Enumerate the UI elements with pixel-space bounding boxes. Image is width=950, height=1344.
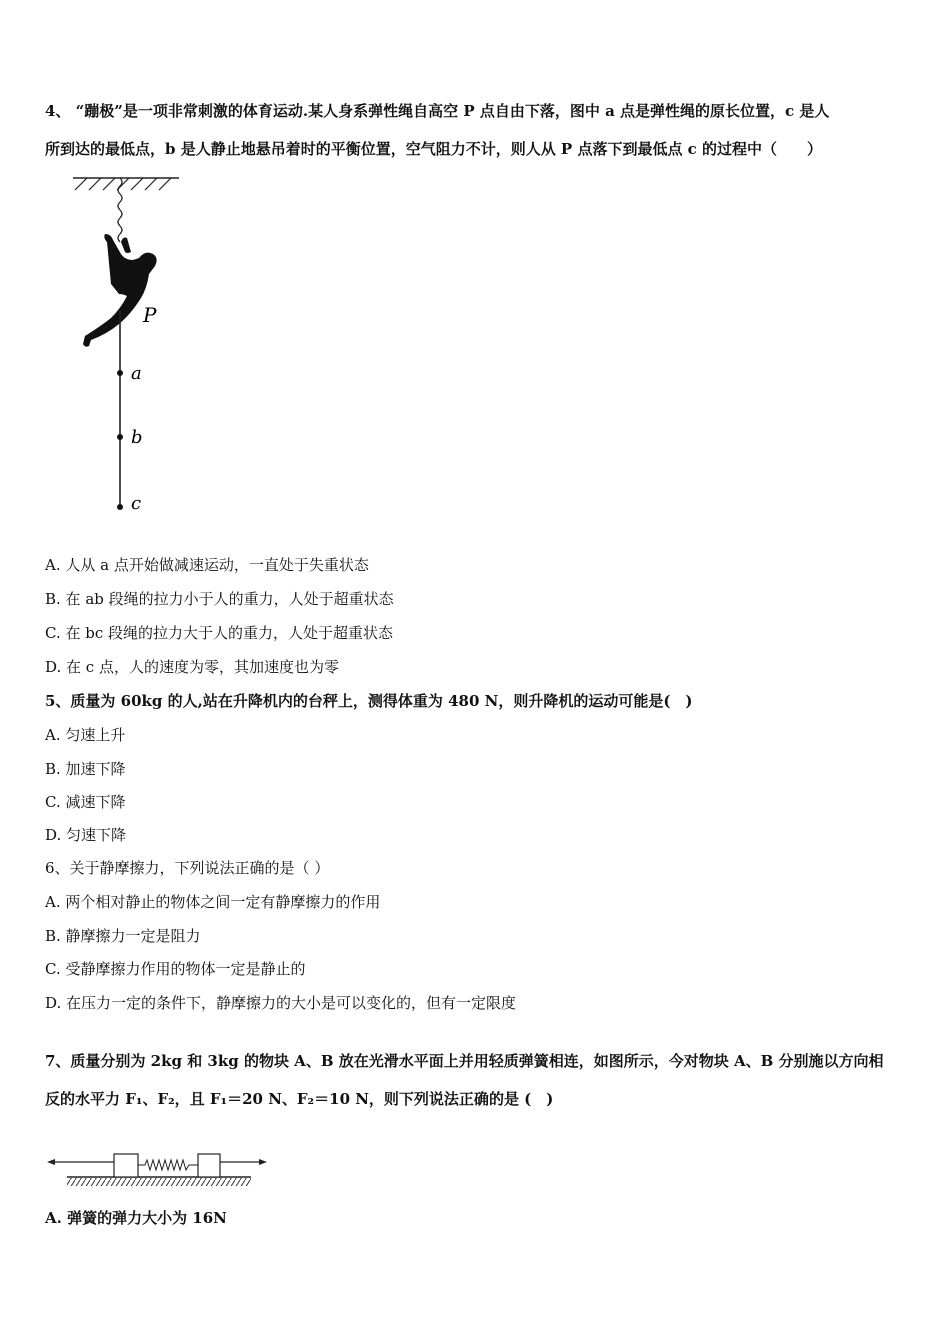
q6-stem: 6、关于静摩擦力，下列说法正确的是（ ） [45, 859, 330, 877]
block-b [198, 1154, 220, 1177]
q5-stem: 5、质量为 60kg 的人,站在升降机内的台秤上，测得体重为 480 N，则升降机的运动可能是( ) [45, 692, 693, 710]
q7-stem-line2: 反的水平力 F₁、F₂，且 F₁＝20 N、F₂＝10 N，则下列说法正确的是 ( ) [45, 1090, 554, 1108]
force-arrow-left [47, 1159, 55, 1165]
q5-option-b: B. 加速下降 [45, 760, 126, 778]
spring [138, 1160, 198, 1170]
block-a [114, 1154, 138, 1177]
q5-option-d: D. 匀速下降 [45, 826, 127, 844]
ceiling-hatch [75, 178, 171, 190]
label-a: a [131, 363, 142, 384]
q4-option-c: C. 在 bc 段绳的拉力大于人的重力，人处于超重状态 [45, 624, 394, 642]
q4-option-a: A. 人从 a 点开始做减速运动，一直处于失重状态 [45, 556, 369, 574]
bungee-figure [55, 170, 205, 520]
q6-option-a: A. 两个相对静止的物体之间一定有静摩擦力的作用 [45, 893, 381, 911]
q4-option-d: D. 在 c 点，人的速度为零，其加速度也为零 [45, 658, 339, 676]
label-b: b [131, 427, 143, 448]
q6-option-c: C. 受静摩擦力作用的物体一定是静止的 [45, 960, 306, 978]
q4-stem-line1: 4、 “蹦极”是一项非常刺激的体育运动.某人身系弹性绳自高空 P 点自由下落，图中 a 点是弹性绳的原长位置，c 是人 [45, 102, 830, 120]
force-arrow-right [259, 1159, 267, 1165]
q6-option-b: B. 静摩擦力一定是阻力 [45, 927, 201, 945]
q7-stem-line1: 7、质量分别为 2kg 和 3kg 的物块 A、B 放在光滑水平面上并用轻质弹簧相连，如图所示，今对物块 A、B 分别施以方向相 [45, 1052, 884, 1070]
q5-option-a: A. 匀速上升 [45, 726, 126, 744]
q4-option-b: B. 在 ab 段绳的拉力小于人的重力，人处于超重状态 [45, 590, 394, 608]
q4-stem-line2: 所到达的最低点，b 是人静止地悬吊着时的平衡位置，空气阻力不计，则人从 P 点落下到最低点 c 的过程中（ ） [45, 140, 823, 158]
q7-option-a: A. 弹簧的弹力大小为 16N [45, 1209, 227, 1227]
spring-blocks-figure [45, 1148, 275, 1193]
q6-option-d: D. 在压力一定的条件下，静摩擦力的大小是可以变化的，但有一定限度 [45, 994, 517, 1012]
q5-option-c: C. 减速下降 [45, 793, 126, 811]
label-p: P [143, 303, 157, 327]
label-c: c [131, 493, 142, 514]
